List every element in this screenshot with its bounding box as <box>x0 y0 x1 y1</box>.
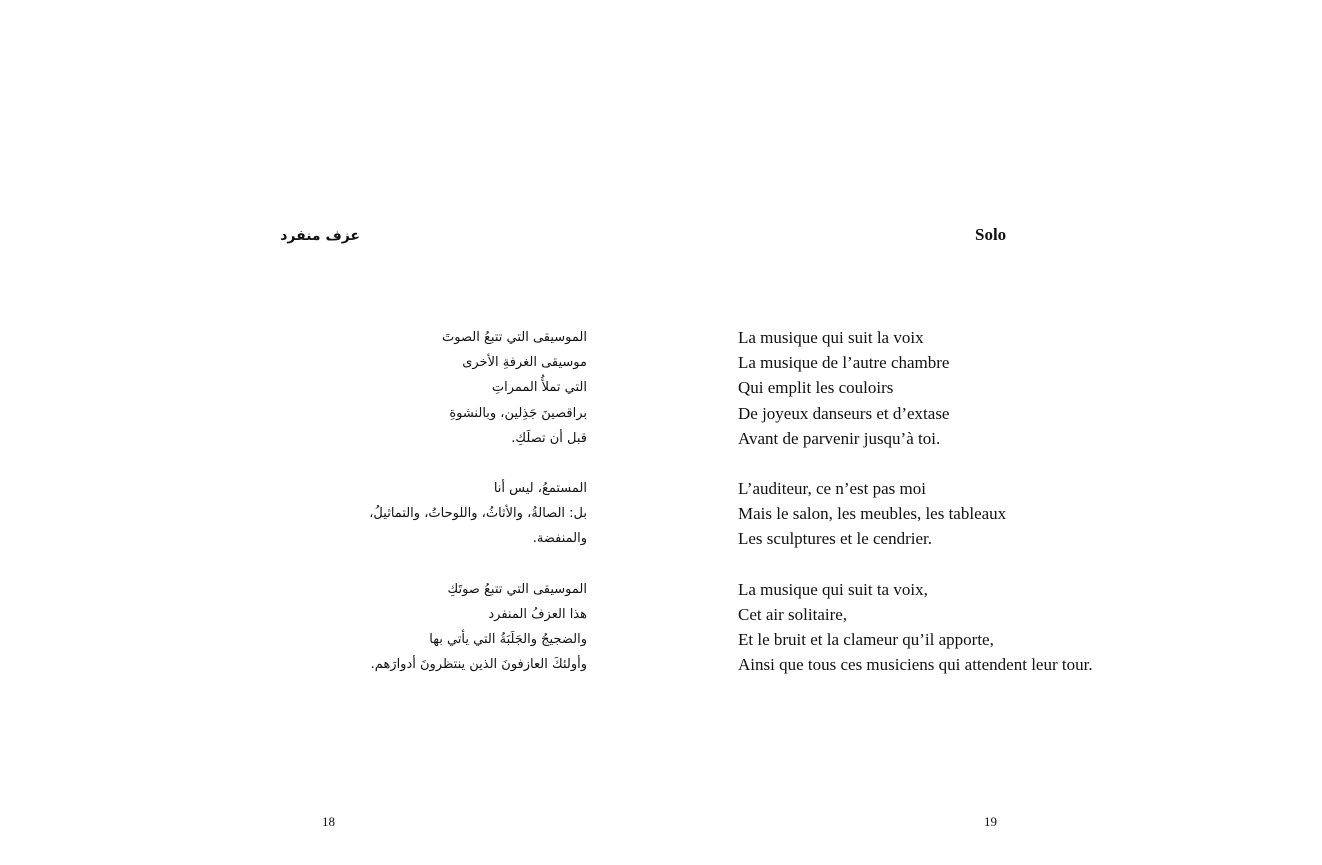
poem-line: الموسيقى التي تتبعُ صوتَكِ <box>447 581 587 597</box>
poem-line: الموسيقى التي تتبعُ الصوتَ <box>442 330 587 345</box>
poem-line: قبل أن تصلَكِ. <box>511 430 587 446</box>
poem-line: Et le bruit et la clameur qu’il apporte, <box>738 629 994 649</box>
poem-line: بل: الصالةُ، والأثاثُ، واللوحاتُ، والتماثيلُ، <box>369 506 587 522</box>
poem-line: Cet air solitaire, <box>738 604 848 624</box>
stanza-3 <box>300 577 587 678</box>
right-page <box>661 0 1322 865</box>
poem-line: Avant de parvenir jusqu’à toi. <box>738 428 941 448</box>
page-number-right: 19 <box>984 814 997 829</box>
poem-line: De joyeux danseurs et d’extase <box>738 403 950 423</box>
page-number-left: 18 <box>322 814 335 829</box>
poem-line: هذا العزفُ المنفرد <box>488 606 587 622</box>
poem-line: Les sculptures et le cendrier. <box>738 529 933 549</box>
poem-line: Mais le salon, les meubles, les tableaux <box>738 504 1007 524</box>
poem-french <box>738 325 1298 702</box>
poem-line: والضجيجُ والجَلَبَةُ التي يأتي بها <box>429 631 587 647</box>
poem-line: براقصينَ جَذِلين، وبالنشوةِ <box>449 405 587 421</box>
stanza-1 <box>300 325 587 451</box>
poem-line: وأولئكَ العازفونَ الذين ينتظرونَ أدوارَهم. <box>370 657 587 673</box>
poem-line: موسيقى الغرفةِ الأخرى <box>462 355 587 371</box>
stanza-2 <box>738 476 1298 552</box>
poem-line: L’auditeur, ce n’est pas moi <box>738 478 926 498</box>
poem-line: Ainsi que tous ces musiciens qui attendent leur tour. <box>738 655 1093 675</box>
poem-arabic <box>300 325 587 702</box>
stanza-1 <box>738 325 1298 451</box>
poem-line: المستمعُ، ليس أنا <box>493 480 587 496</box>
poem-line: التي تملأُ الممراتِ <box>491 380 587 396</box>
poem-line: La musique de l’autre chambre <box>738 353 950 373</box>
poem-title-arabic: عزف منفرد <box>280 228 360 244</box>
poem-title-french: Solo <box>975 225 1007 244</box>
poem-line: Qui emplit les couloirs <box>738 378 894 398</box>
stanza-2 <box>300 476 587 552</box>
poem-line: والمنفضة. <box>532 531 587 547</box>
poem-line: La musique qui suit la voix <box>738 328 924 347</box>
poem-line: La musique qui suit ta voix, <box>738 579 928 599</box>
stanza-3 <box>738 577 1298 678</box>
